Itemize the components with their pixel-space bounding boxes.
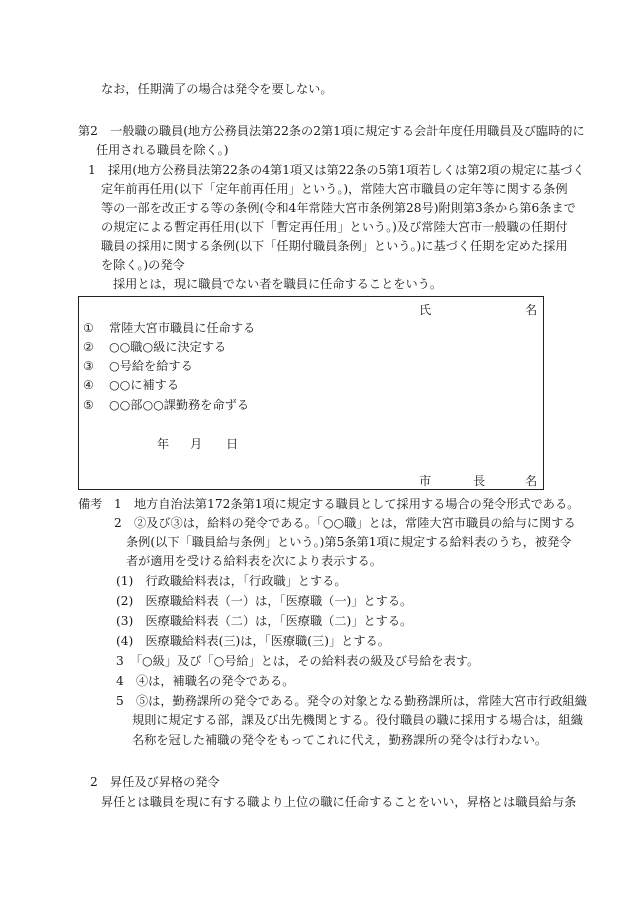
item1-line: を除く。)の発令 [101,258,185,272]
item1-line: 1 採用(地方公務員法第22条の4第1項又は第22条の5第1項若しくは第2項の規定に基づく [88,163,585,177]
intro-note: なお，任期満了の場合は発令を要しない。 [101,82,333,96]
name-label-shi: 氏 [419,303,432,317]
form-item-number: ② [83,340,94,354]
form-item-text: 常陸大宮市職員に任命する [109,321,256,335]
name-label-mei: 名 [525,303,538,317]
item1-line: 職員の採用に関する条例(以下「任期付職員条例」という。)に基づく任期を定めた採用 [101,239,568,253]
form-item-text: ○○に補する [109,378,180,392]
remark-2-line: 条例(以下「職員給与条例」という。)第5条第1項に規定する給料表のうち，被発令 [126,535,572,549]
remark-sub-item: (3) 医療職給料表（二）は，「医療職（二)」とする。 [116,614,413,628]
signature-cho: 長 [473,474,486,488]
remark-4: 4 ④は，補職名の発令である。 [116,674,295,688]
appointment-form-box [78,296,544,490]
form-item-text: ○○部○○課勤務を命ずる [109,398,250,412]
item1-definition: 採用とは，現に職員でない者を職員に任命することをいう。 [113,277,443,291]
remark-2-line: 者が適用を受ける給料表を次により表示する。 [126,554,382,568]
form-item-number: ③ [83,359,94,373]
remark-1: 1 地方自治法第172条第1項に規定する職員として採用する場合の発令形式である。 [114,497,580,511]
section-heading: 第2 一般職の職員(地方公務員法第22条の2第1項に規定する会計年度任用職員及び臨時的に [78,124,585,138]
date-month: 月 [190,437,203,451]
item1-line: 等の一部を改正する等の条例(令和4年常陸大宮市条例第28号)附則第3条から第6条まで [101,201,576,215]
form-item-text: ○号給を給する [109,359,193,373]
date-year: 年 [157,437,170,451]
item2-heading: 2 昇任及び昇格の発令 [90,775,220,789]
form-item-number: ④ [83,378,94,392]
remark-2-line: 2 ②及び③は，給料の発令である。「○○職」とは，常陸大宮市職員の給与に関する [114,516,576,530]
date-day: 日 [226,437,239,451]
item2-text: 昇任とは職員を現に有する職より上位の職に任命することをいい，昇格とは職員給与条 [101,795,577,809]
form-item-number: ① [83,321,94,335]
remark-5-line: 5 ⑤は，勤務課所の発令である。発令の対象となる勤務課所は，常陸大宮市行政組織 [116,694,587,708]
remarks-label: 備考 [78,497,103,511]
remark-3: 3 「○級」及び「○号給」とは，その給料表の級及び号給を表す。 [116,654,480,668]
remark-sub-item: (4) 医療職給料表(三)は，「医療職(三)」とする。 [116,634,390,648]
form-item-number: ⑤ [83,398,94,412]
item1-line: 定年前再任用(以下「定年前再任用」という。)，常陸大宮市職員の定年等に関する条例 [101,182,568,196]
signature-shi: 市 [419,474,432,488]
remark-5-line: 名称を冠した補職の発令をもってこれに代え，勤務課所の発令は行わない。 [132,733,548,747]
remark-5-line: 規則に規定する部，課及び出先機関とする。役付職員の職に採用する場合は，組織 [132,713,583,727]
section-heading-cont: 任用される職員を除く。) [96,143,229,157]
item1-line: の規定による暫定再任用(以下「暫定再任用」という。)及び常陸大宮市一般職の任期付 [101,220,568,234]
remark-sub-item: (2) 医療職給料表（一）は，「医療職（一)」とする。 [116,594,413,608]
form-item-text: ○○職○級に決定する [109,340,227,354]
signature-mei: 名 [525,474,538,488]
remark-sub-item: (1) 行政職給料表は，「行政職」とする。 [116,574,347,588]
